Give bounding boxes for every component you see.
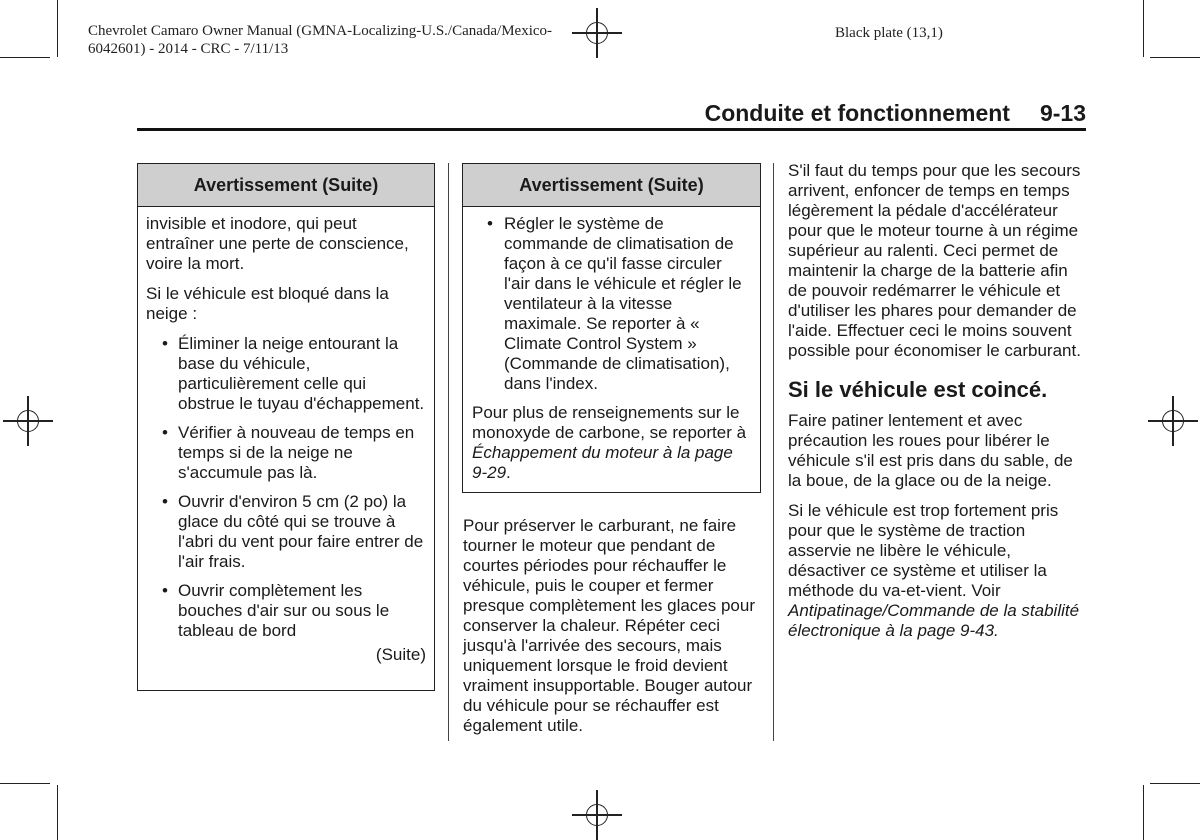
- section-heading: Si le véhicule est coincé.: [788, 377, 1048, 402]
- meta-line-1: Chevrolet Camaro Owner Manual (GMNA-Localizing-U.S./Canada/Mexico-: [88, 23, 553, 39]
- warning-paragraph: invisible et inodore, qui peut entraîner une perte de conscience, voire la mort.: [146, 214, 409, 273]
- crop-mark: [57, 0, 58, 57]
- column-divider: [773, 163, 774, 741]
- warning-paragraph: Si le véhicule est bloqué dans la neige :: [146, 284, 389, 323]
- header-rule: [137, 128, 1086, 131]
- crop-mark: [1150, 57, 1200, 58]
- warning-box-col2: [462, 163, 761, 493]
- column-divider: [448, 163, 449, 741]
- running-head: [0, 100, 1086, 127]
- body-paragraph: Pour préserver le carburant, ne faire tourner le moteur que pendant de courtes périodes pour réchauffer le véhicule, puis le couper et fermer presque complètement les glaces pour conserver la chaleur. Répéter ceci jusqu'à l'arrivée des secours, mais uniquement lorsque le froid devient vraiment insupportable. Bouger autour du véhicule pour se réchauffer est également utile.: [463, 516, 755, 735]
- document-meta: [88, 22, 608, 58]
- continued-label: (Suite): [375, 645, 426, 664]
- list-item: • Ouvrir d'environ 5 cm (2 po) la glace du côté qui se trouve à l'abri du vent pour faire entrer de l'air frais.: [162, 492, 424, 571]
- list-item: • Éliminer la neige entourant la base du véhicule, particulièrement celle qui obstrue le tuyau d'échappement.: [162, 334, 425, 413]
- crop-mark: [1143, 0, 1144, 57]
- crop-mark: [0, 57, 50, 58]
- warning-box-title: Avertissement (Suite): [463, 164, 760, 207]
- registration-mark-left: [3, 396, 53, 446]
- warning-box-body: [463, 207, 760, 491]
- crop-mark: [0, 783, 50, 784]
- registration-mark-right: [1148, 396, 1198, 446]
- crop-mark: [1150, 783, 1200, 784]
- list-item: • Régler le système de commande de climatisation de façon à ce qu'il fasse circuler l'air dans le véhicule et régler le ventilateur à la vitesse maximale. Se reporter à « Climate Control System » (Commande de climatisation), dans l'index.: [487, 214, 742, 393]
- page-number: 9-13: [1039, 100, 1086, 126]
- plate-label: Black plate (13,1): [835, 25, 943, 41]
- warning-box-body: [138, 207, 434, 683]
- section-title: Conduite et fonctionnement: [704, 100, 1010, 126]
- cross-reference-link[interactable]: Antipatinage/Commande de la stabilité électronique à la page 9-43.: [788, 601, 1080, 640]
- body-paragraph: S'il faut du temps pour que les secours arrivent, enfoncer de temps en temps légèrement la pédale d'accélérateur pour que le moteur tourne à un régime supérieur au ralenti. Ceci permet de maintenir la charge de la batterie afin de pouvoir redémarrer le véhicule et d'utiliser les phares pour demander de l'aide. Effectuer ceci le moins souvent possible pour économiser le carburant.: [788, 161, 1081, 360]
- registration-mark-bottom: [572, 790, 622, 840]
- warning-bullet-list: [472, 214, 752, 394]
- body-paragraph: Si le véhicule est trop fortement pris pour que le système de traction asservie ne libère le véhicule, désactiver ce système et utiliser la méthode du va-et-vient. Voir Antipatinage/Commande de la stabilité électronique à la page 9-43.: [788, 501, 1080, 640]
- warning-bullet-list: [146, 334, 426, 641]
- warning-box-title: Avertissement (Suite): [138, 164, 434, 207]
- column-3-text: [788, 161, 1088, 651]
- cross-reference-link[interactable]: Échappement du moteur à la page 9-29: [472, 443, 733, 482]
- warning-box-col1: [137, 163, 435, 691]
- warning-paragraph: Pour plus de renseignements sur le monoxyde de carbone, se reporter à Échappement du moteur à la page 9-29.: [472, 403, 747, 482]
- crop-mark: [1143, 785, 1144, 840]
- list-item: • Ouvrir complètement les bouches d'air sur ou sous le tableau de bord: [162, 581, 390, 640]
- crop-mark: [57, 785, 58, 840]
- meta-line-2: 6042601) - 2014 - CRC - 7/11/13: [88, 41, 289, 57]
- list-item: • Vérifier à nouveau de temps en temps si de la neige ne s'accumule pas là.: [162, 423, 415, 482]
- body-paragraph: Faire patiner lentement et avec précaution les roues pour libérer le véhicule s'il est pris dans du sable, de la boue, de la glace ou de la neige.: [788, 411, 1073, 490]
